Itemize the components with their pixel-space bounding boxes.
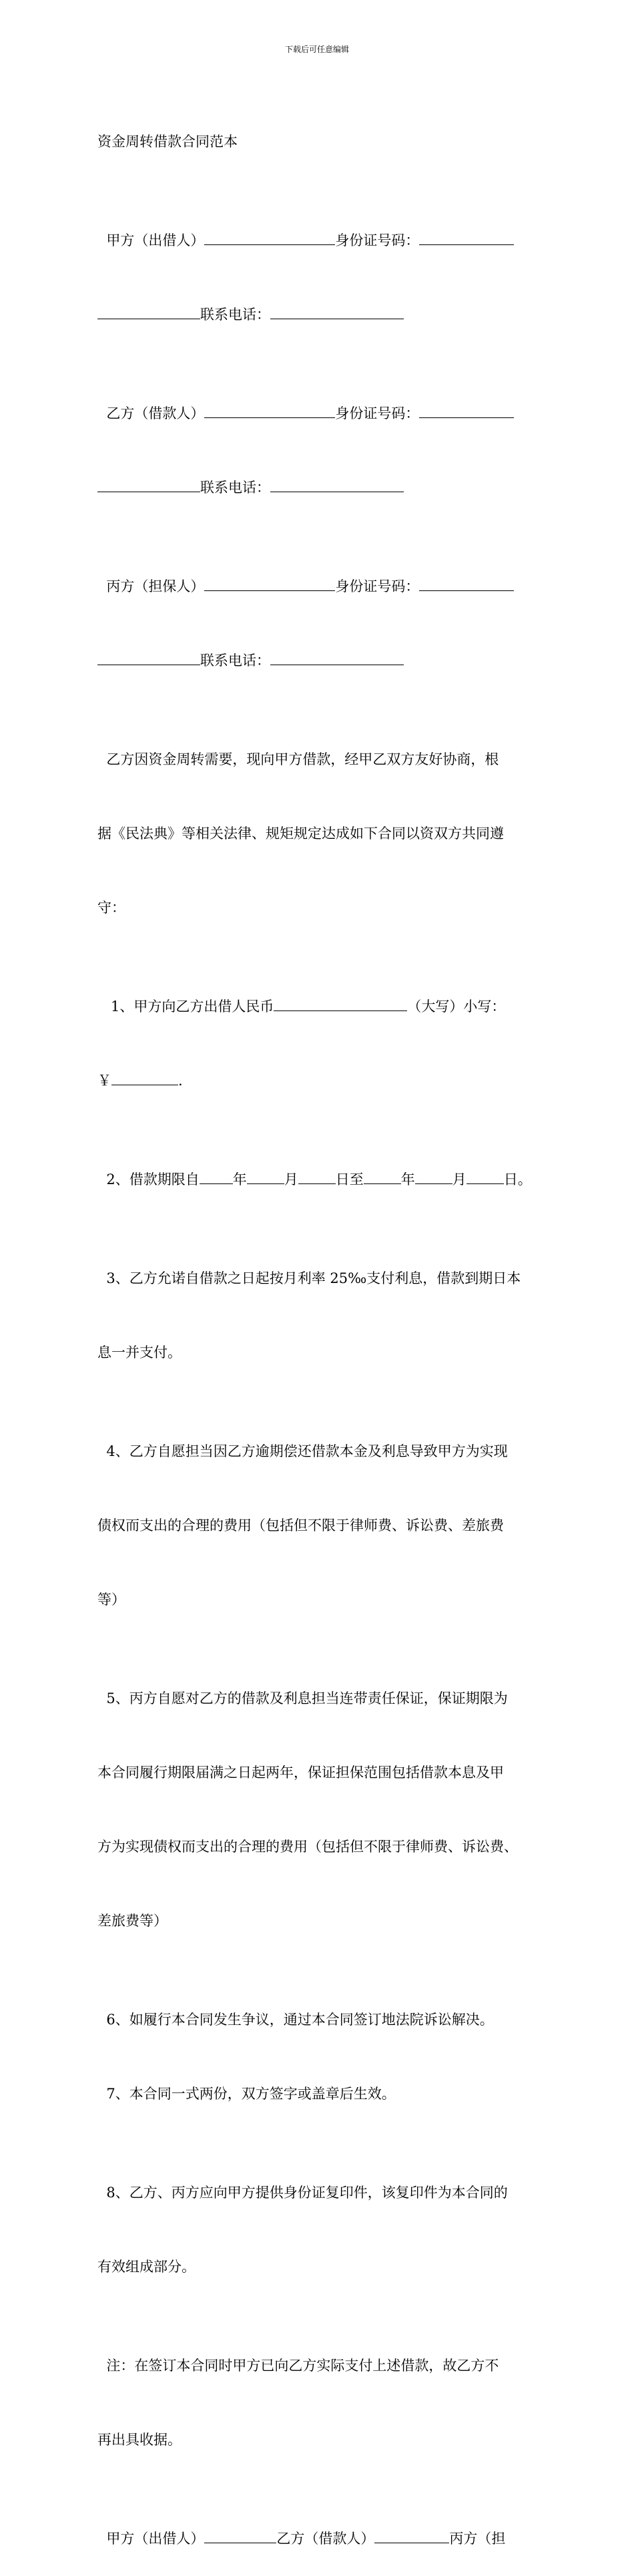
- signature-party-c-label: 丙方（担: [449, 2531, 506, 2547]
- party-b-label: 乙方（借款人）: [106, 405, 205, 421]
- contract-body: [97, 80, 545, 2576]
- party-c-name-blank: [204, 574, 335, 591]
- party-a-line: [97, 228, 545, 253]
- party-a-phone-line: [97, 303, 545, 327]
- yuan-symbol: ￥: [97, 1073, 111, 1089]
- signature-party-a-label: 甲方（出借人）: [106, 2531, 205, 2547]
- clause-6-line: [97, 2008, 545, 2032]
- party-c-label: 丙方（担保人）: [106, 578, 205, 594]
- clause-2-text: 2、借款期限自: [106, 1171, 200, 1187]
- clause-7-text: 7、本合同一式两份，双方签字或盖章后生效。: [106, 2086, 396, 2102]
- note-line: [97, 2354, 545, 2378]
- end-day-blank: [466, 1167, 504, 1184]
- clause-2-line: [97, 1167, 545, 1192]
- party-b-phone-line: [97, 476, 545, 500]
- party-a-id-label: 身份证号码：: [335, 232, 420, 248]
- amount-number-blank: [111, 1069, 178, 1085]
- amount-capital-blank: [274, 994, 407, 1011]
- clause-5-line: 本合同履行期限届满之日起两年，保证担保范围包括借款本息及甲: [97, 1765, 504, 1781]
- party-c-phone-blank: [270, 649, 404, 665]
- party-c-phone-label: 联系电话：: [200, 653, 270, 669]
- end-year-blank: [364, 1167, 401, 1184]
- party-a-label: 甲方（出借人）: [106, 232, 205, 248]
- party-b-phone-blank: [270, 476, 404, 492]
- clause-8-text: 8、乙方、丙方应向甲方提供身份证复印件，该复印件为本合同的: [106, 2185, 508, 2201]
- preamble-line: 据《民法典》等相关法律、规矩规定达成如下合同以资双方共同遵: [97, 825, 504, 842]
- signature-party-a-blank: [204, 2527, 276, 2543]
- party-c-phone-line: [97, 649, 545, 673]
- day-label: 日。: [503, 1171, 532, 1187]
- clause-3-line: 息一并支付。: [97, 1344, 182, 1360]
- signature-line: [97, 2527, 545, 2551]
- clause-8-line: [97, 2181, 545, 2205]
- clause-3-line: [97, 1266, 545, 1291]
- party-c-id-blank: [419, 574, 514, 591]
- clause-3-text: 3、乙方允诺自借款之日起按月利率 25‰支付利息，借款到期日本: [106, 1270, 521, 1286]
- party-a-name-blank: [204, 228, 335, 245]
- document-title: 资金周转借款合同范本: [97, 134, 238, 150]
- start-year-blank: [200, 1167, 233, 1184]
- clause-4-text: 4、乙方自愿担当因乙方逾期偿还借款本金及利息导致甲方为实现: [106, 1443, 508, 1459]
- period: .: [178, 1073, 183, 1089]
- year-label: 年: [232, 1171, 247, 1187]
- note-text: 注：在签订本合同时甲方已向乙方实际支付上述借款，故乙方不: [106, 2358, 499, 2374]
- party-b-id-label: 身份证号码：: [335, 405, 420, 421]
- month-label: 月: [284, 1171, 298, 1187]
- party-b-id-blank: [419, 401, 514, 418]
- party-b-phone-label: 联系电话：: [200, 480, 270, 496]
- clause-8-line: 有效组成部分。: [97, 2259, 196, 2275]
- clause-1-text: （大写）小写：: [407, 998, 506, 1015]
- party-c-id-blank-cont: [97, 649, 200, 665]
- party-c-line: [97, 574, 545, 599]
- month-label: 月: [452, 1171, 466, 1187]
- note-line: 再出具收据。: [97, 2432, 182, 2448]
- party-b-line: [97, 401, 545, 426]
- clause-4-line: 等）: [97, 1592, 125, 1608]
- party-b-id-blank-cont: [97, 476, 200, 492]
- clause-1-text: 1、甲方向乙方出借人民币: [111, 998, 274, 1015]
- signature-party-b-label: 乙方（借款人）: [276, 2531, 375, 2547]
- page-header-note: 下载后可任意编辑: [284, 45, 349, 54]
- party-a-phone-blank: [270, 303, 404, 319]
- clause-4-line: [97, 1439, 545, 1464]
- preamble-line: [97, 747, 545, 772]
- start-day-blank: [298, 1167, 336, 1184]
- preamble-text: 乙方因资金周转需要，现向甲方借款，经甲乙双方友好协商，根: [106, 751, 499, 767]
- clause-5-line: 方为实现债权而支出的合理的费用（包括但不限于律师费、诉讼费、: [97, 1839, 518, 1855]
- day-to-label: 日至: [335, 1171, 364, 1187]
- clause-4-line: 债权而支出的合理的费用（包括但不限于律师费、诉讼费、差旅费: [97, 1517, 504, 1533]
- start-month-blank: [247, 1167, 284, 1184]
- clause-5-line: 差旅费等）: [97, 1913, 168, 1929]
- end-month-blank: [415, 1167, 452, 1184]
- clause-6-text: 6、如履行本合同发生争议，通过本合同签订地法院诉讼解决。: [106, 2012, 494, 2028]
- party-c-id-label: 身份证号码：: [335, 578, 420, 594]
- party-a-phone-label: 联系电话：: [200, 307, 270, 323]
- year-label: 年: [400, 1171, 415, 1187]
- clause-5-text: 5、丙方自愿对乙方的借款及利息担当连带责任保证，保证期限为: [106, 1690, 508, 1706]
- party-b-name-blank: [204, 401, 335, 418]
- clause-5-line: [97, 1686, 545, 1711]
- clause-1-line: [97, 994, 545, 1019]
- clause-1-cont: [97, 1069, 545, 1093]
- party-a-id-blank-cont: [97, 303, 200, 319]
- preamble-line: 守：: [97, 900, 125, 916]
- party-a-id-blank: [419, 228, 514, 245]
- clause-7-line: [97, 2082, 545, 2106]
- signature-party-b-blank: [374, 2527, 449, 2543]
